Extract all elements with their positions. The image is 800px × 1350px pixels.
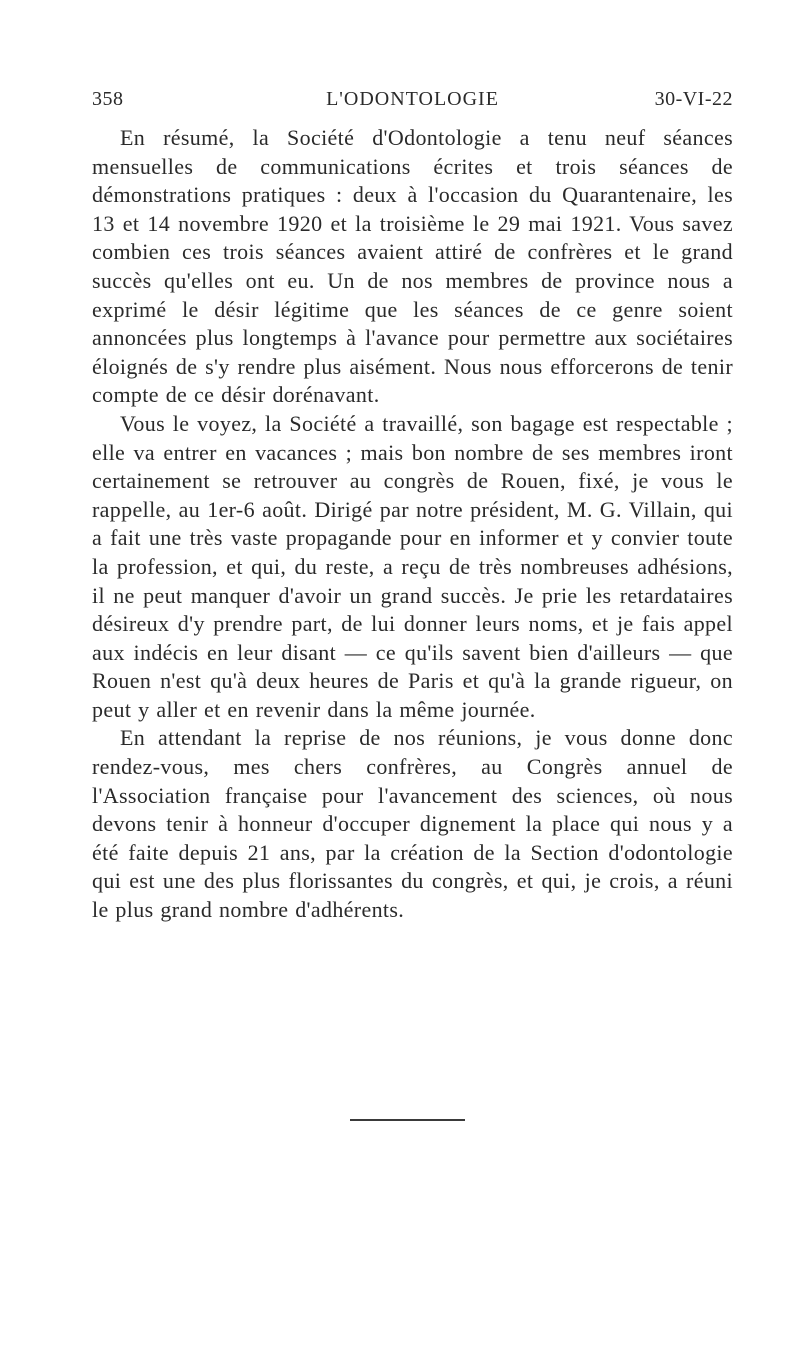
paragraph-closing: En attendant la reprise de nos réunions, je vous donne donc rendez-vous, mes chers confrères, au Congrès annuel de l'Association française pour l'avancement des sciences, où nous devons tenir à honneur d'occuper dignement la place qui nous y a été faite depuis 21 ans, par la création de la Section d'odontologie qui est une des plus florissantes du congrès, et qui, je crois, a réuni le plus grand nombre d'adhérents.: [92, 725, 733, 923]
end-rule: [350, 1119, 465, 1121]
paragraph-summary: En résumé, la Société d'Odontologie a tenu neuf séances mensuelles de communications écrites et trois séances de démonstrations pratiques : deux à l'occasion du Quarantenaire, les 13 et 14 novembre 1920 et la troisième le 29 mai 1921. Vous savez combien ces trois séances avaient attiré de confrères et le grand succès qu'elles ont eu. Un de nos membres de province nous a exprimé le désir légitime que les séances de ce genre soient annoncées plus longtemps à l'avance pour permettre aux sociétaires éloignés de s'y rendre plus aisément. Nous nous efforcerons de tenir compte de ce désir dorénavant.: [92, 125, 733, 408]
journal-title: L'ODONTOLOGIE: [326, 88, 499, 110]
paragraph-rouen-congress: Vous le voyez, la Société a travaillé, son bagage est respectable ; elle va entrer en vacances ; mais bon nombre de ses membres iront certainement se retrouver au congrès de Rouen, fixé, je vous le rappelle, au 1er-6 août. Dirigé par notre président, M. G. Villain, qui a fait une très vaste propagande pour en informer et y convier toute la profession, et qui, du reste, a reçu de très nombreuses adhésions, il ne peut manquer d'avoir un grand succès. Je prie les retardataires désireux d'y prendre part, de lui donner leurs noms, et je fais appel aux indécis en leur disant — ce qu'ils savent bien d'ailleurs — que Rouen n'est qu'à deux heures de Paris et qu'à la grande rigueur, on peut y aller et en revenir dans la même journée.: [92, 410, 733, 722]
running-head: [92, 88, 733, 118]
issue-date: 30-VI-22: [654, 88, 733, 110]
page-number: 358: [92, 88, 124, 110]
body-text: [92, 124, 733, 925]
